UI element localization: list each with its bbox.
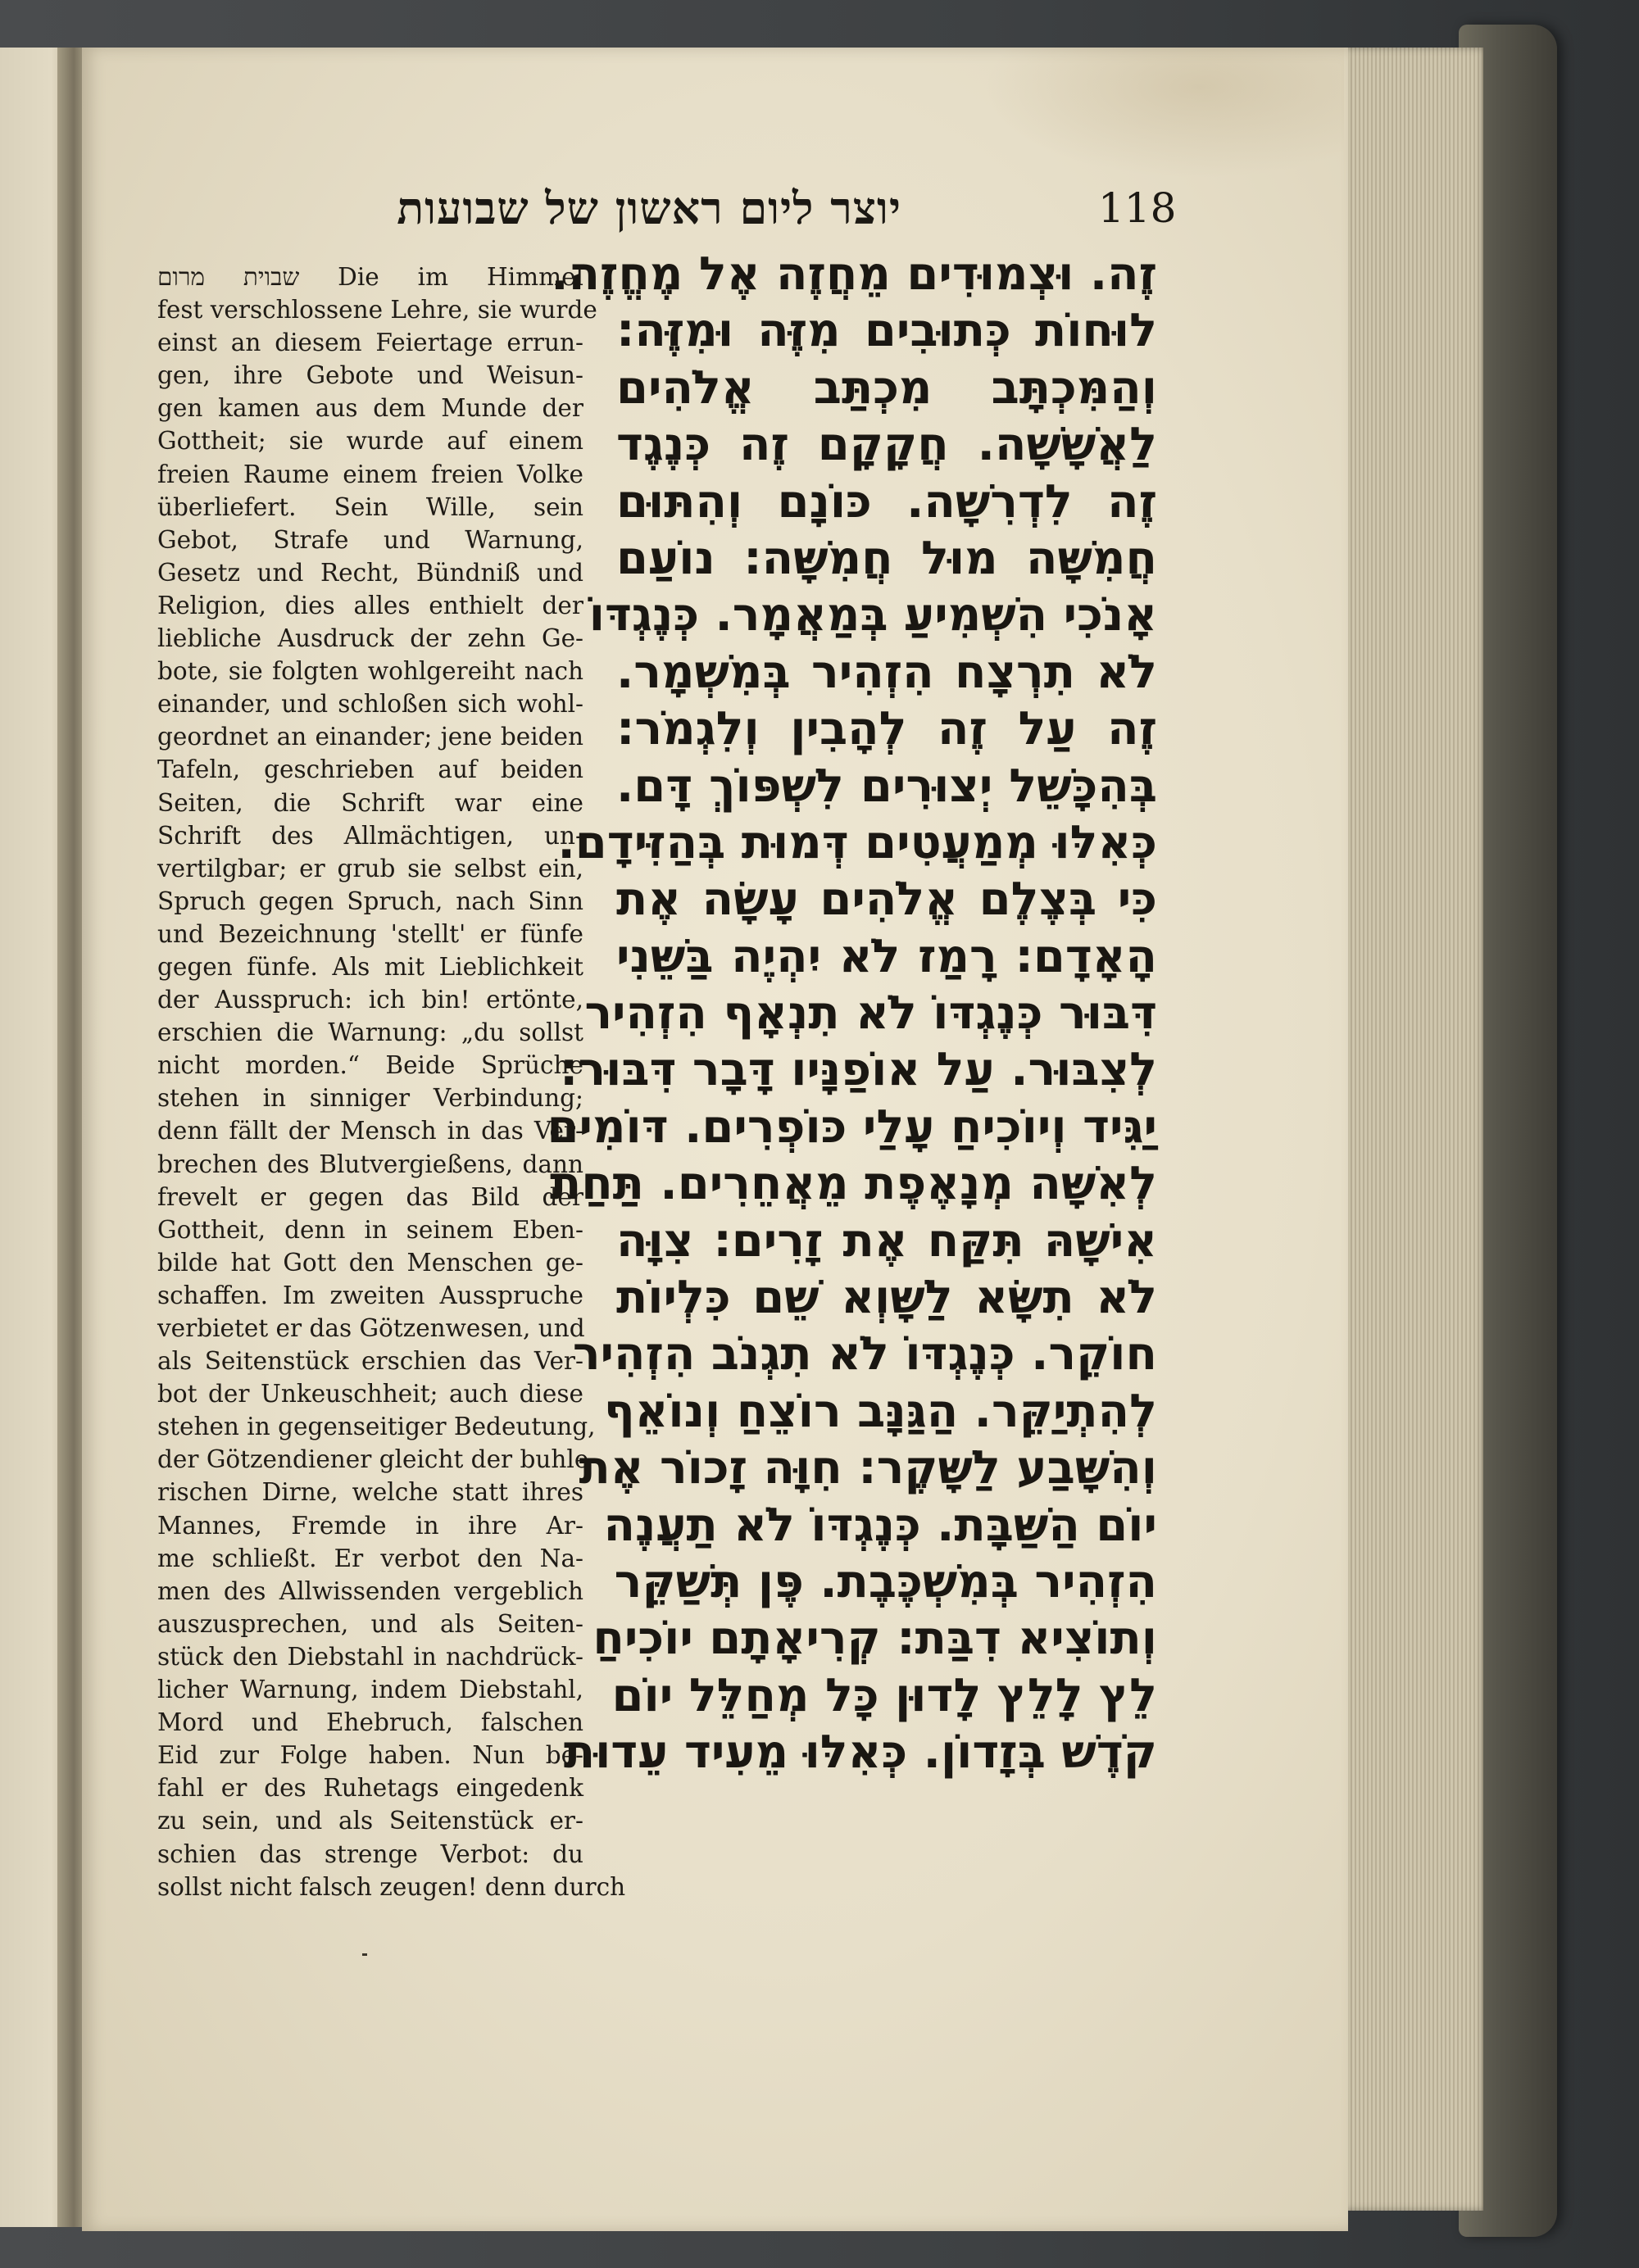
hebrew-text-line: לְצִבּוּר. עַל אוֹפַנָּיו דָּבָר דִּבּוּר: bbox=[560, 1043, 1157, 1097]
german-text-line: Spruch gegen Spruch, nach Sinn bbox=[157, 887, 583, 915]
german-text-line: gen, ihre Gebote und Weisun- bbox=[157, 361, 583, 390]
german-text-line: Mannes, Fremde in ihre Ar- bbox=[157, 1511, 583, 1540]
german-text-line: Gottheit; sie wurde auf einem bbox=[157, 427, 583, 456]
german-text-line: als Seitenstück erschien das Ver- bbox=[157, 1347, 583, 1376]
hebrew-text-line: וְהַמִּכְתָּב מִכְתַּב אֱלֹהִים bbox=[616, 361, 1157, 415]
german-text-line: stehen in gegenseitiger Bedeutung, bbox=[157, 1413, 596, 1441]
german-text-line: denn fällt der Mensch in das Ver- bbox=[157, 1117, 583, 1145]
german-text-line: Gottheit, denn in seinem Eben- bbox=[157, 1215, 583, 1244]
german-text-line: überliefert. Sein Wille, sein bbox=[157, 492, 583, 521]
hebrew-text-line: אִישָׁהּ תִּקַּח אֶת זָרִים: צִוָּה bbox=[616, 1213, 1157, 1268]
german-text-line: geordnet an einander; jene beiden bbox=[157, 723, 583, 751]
german-text-line: frevelt er gegen das Bild der bbox=[157, 1182, 583, 1211]
hebrew-text-line: יַגִּיד וְיוֹכִיחַ עָלַי כּוֹפְרִים. דּוֹמִים bbox=[547, 1100, 1157, 1154]
ink-mark bbox=[362, 1953, 367, 1956]
hebrew-text-line: לְהִתְיַקֵּר. הַגַּנָּב רוֹצֵחַ וְנוֹאֵף bbox=[603, 1384, 1157, 1438]
hebrew-text-line: לְאִשָּׁה מְנָאֶפֶת מֵאֲחֵרִים. תַּחַת bbox=[549, 1157, 1157, 1211]
running-header-hebrew: יוצר ליום ראשון של שבועות bbox=[397, 182, 901, 234]
german-text-line: Tafeln, geschrieben auf beiden bbox=[157, 755, 583, 784]
german-text-line: auszusprechen, und als Seiten- bbox=[157, 1609, 583, 1638]
german-text-line: einst an diesem Feiertage errun- bbox=[157, 329, 583, 357]
hebrew-text-line: וְתוֹצִיא דִבַּת: קְרִיאָתָם יוֹכִיחַ bbox=[592, 1612, 1157, 1666]
hebrew-text-line: חֲמִשָּׁה מוּל חֲמִשָּׁה: נוֹעַם bbox=[616, 531, 1157, 585]
hebrew-text-line: זֶה לִדְרִשָׁה. כּוֹנָם וְהִתּוּם bbox=[616, 474, 1157, 528]
german-text-line: der Götzendiener gleicht der buhle- bbox=[157, 1445, 597, 1474]
german-text-line: freien Raume einem freien Volke bbox=[157, 460, 583, 488]
hebrew-text-line: כִּי בְּצֶלֶם אֱלֹהִים עָשָׂה אֶת bbox=[616, 873, 1157, 927]
hebrew-text-line: הִזְהִיר בְּמִשְׁכֶּבֶת. פֶּן תְּשַׁקֵּר bbox=[614, 1554, 1157, 1608]
german-text-line: Gebot, Strafe und Warnung, bbox=[157, 525, 583, 554]
hebrew-text-line: כְּאִלּוּ מְמַעֲטִים דְּמוּת בְּהַזִּידָם. bbox=[557, 815, 1157, 869]
hebrew-text-line: חוֹקֵר. כְּנֶגְדּוֹ לֹא תִגְנֹב הִזְהִיר bbox=[572, 1327, 1157, 1381]
page-number: 118 bbox=[1098, 184, 1177, 232]
page-edges bbox=[1344, 48, 1483, 2211]
german-text-line: liebliche Ausdruck der zehn Ge- bbox=[157, 624, 583, 653]
german-text-line: rischen Dirne, welche statt ihres bbox=[157, 1478, 583, 1507]
hebrew-text-column bbox=[547, 246, 1157, 1781]
german-text-line: Gesetz und Recht, Bündniß und bbox=[157, 558, 583, 587]
german-text-line: bote, sie folgten wohlgereiht nach bbox=[157, 657, 583, 686]
german-text-line: שבוית מרום Die im Himmel bbox=[157, 263, 583, 291]
german-text-line: Eid zur Folge haben. Nun be- bbox=[157, 1741, 583, 1770]
hebrew-text-line: לַאֲשָׁשָׁה. חֲקָקָם זֶה כְּנֶגֶד bbox=[616, 418, 1157, 472]
hebrew-text-line: לֹא תִשָּׂא לַשָּׁוְא שֵׁם כִּלְיוֹת bbox=[616, 1271, 1157, 1325]
hebrew-text-line: זֶה עַל זֶה לְהָבִין וְלִגְמֹר: bbox=[616, 702, 1157, 756]
german-text-line: fahl er des Ruhetags eingedenk bbox=[157, 1774, 583, 1803]
german-text-line: erschien die Warnung: „du sollst bbox=[157, 1018, 583, 1047]
german-text-line: nicht morden.“ Beide Sprüche bbox=[157, 1051, 583, 1080]
german-text-line: Mord und Ehebruch, falschen bbox=[157, 1708, 583, 1737]
german-text-line: sollst nicht falsch zeugen! denn durch bbox=[157, 1872, 626, 1901]
german-translation-column bbox=[157, 261, 626, 1903]
page-stain bbox=[983, 48, 1344, 179]
german-text-line: Seiten, die Schrift war eine bbox=[157, 788, 583, 817]
german-text-line: zu sein, und als Seitenstück er- bbox=[157, 1807, 583, 1835]
german-text-line: und Bezeichnung 'stellt' er fünfe bbox=[157, 919, 583, 948]
german-text-line: me schließt. Er verbot den Na- bbox=[157, 1544, 583, 1572]
german-text-line: gen kamen aus dem Munde der bbox=[157, 394, 583, 423]
german-text-line: Schrift des Allmächtigen, un- bbox=[157, 821, 583, 850]
german-text-line: Religion, dies alles enthielt der bbox=[157, 591, 583, 619]
hebrew-text-line: וְהִשָּׁבַע לַשָּׁקֶר: חִוָּה זָכוֹר אֶת bbox=[579, 1441, 1157, 1495]
german-text-line: einander, und schloßen sich wohl- bbox=[157, 690, 583, 719]
german-text-line: bilde hat Gott den Menschen ge- bbox=[157, 1248, 583, 1277]
hebrew-text-line: דִּבּוּר כְּנֶגְדּוֹ לֹא תִנְאָף הִזְהִיר bbox=[584, 987, 1157, 1041]
german-text-line: gegen fünfe. Als mit Lieblichkeit bbox=[157, 952, 583, 981]
hebrew-text-line: לֵץ לָלֵץ לָדוּן כָּל מְחַלֵּל יוֹם bbox=[611, 1668, 1157, 1722]
german-text-line: bot der Unkeuschheit; auch diese bbox=[157, 1380, 583, 1408]
hebrew-text-line: לוּחוֹת כְּתוּבִים מִזֶּה וּמִזֶּה: bbox=[616, 304, 1157, 358]
hebrew-text-line: אָנֹכִי הִשְׁמִיעַ בְּמַאֲמָר. כְּנֶגְדּוֹ bbox=[588, 588, 1157, 642]
hebrew-text-line: בְּהִכָּשֵׁל יְצוּרִים לִשְׁפּוֹךְ דָּם. bbox=[616, 759, 1157, 813]
hebrew-text-line: קֹדֶשׁ בְּזָדוֹן. כְּאִלּוּ מֵעִיד עֵדוּת bbox=[563, 1726, 1157, 1780]
german-text-line: vertilgbar; er grub sie selbst ein, bbox=[157, 854, 583, 882]
hebrew-text-line: לֹא תִרְצָח הִזְהִיר בְּמִשְׁמָר. bbox=[616, 645, 1157, 699]
german-text-line: stehen in sinniger Verbindung; bbox=[157, 1084, 583, 1113]
german-text-line: brechen des Blutvergießens, dann bbox=[157, 1150, 583, 1178]
hebrew-text-line: יוֹם הַשַּׁבָּת. כְּנֶגְדּוֹ לֹא תַעֲנֶה bbox=[603, 1498, 1157, 1552]
german-text-line: schien das strenge Verbot: du bbox=[157, 1839, 583, 1868]
german-text-line: stück den Diebstahl in nachdrück- bbox=[157, 1642, 583, 1671]
german-text-line: men des Allwissenden vergeblich bbox=[157, 1576, 583, 1605]
german-text-line: der Ausspruch: ich bin! ertönte, bbox=[157, 986, 583, 1014]
hebrew-text-line: זֶה. וּצְמוּדִים מֵחֲזֶה אֶל מֶחֱזֶה. bbox=[551, 247, 1157, 301]
german-text-line: fest verschlossene Lehre, sie wurde bbox=[157, 296, 597, 324]
german-text-line: licher Warnung, indem Diebstahl, bbox=[157, 1676, 583, 1704]
german-text-line: verbietet er das Götzenwesen, und bbox=[157, 1314, 585, 1342]
german-text-line: schaffen. Im zweiten Ausspruche bbox=[157, 1281, 583, 1309]
hebrew-text-line: הָאָדָם: רָמַז לֹא יִהְיֶה בַּשֵּׁנִי bbox=[616, 929, 1157, 983]
